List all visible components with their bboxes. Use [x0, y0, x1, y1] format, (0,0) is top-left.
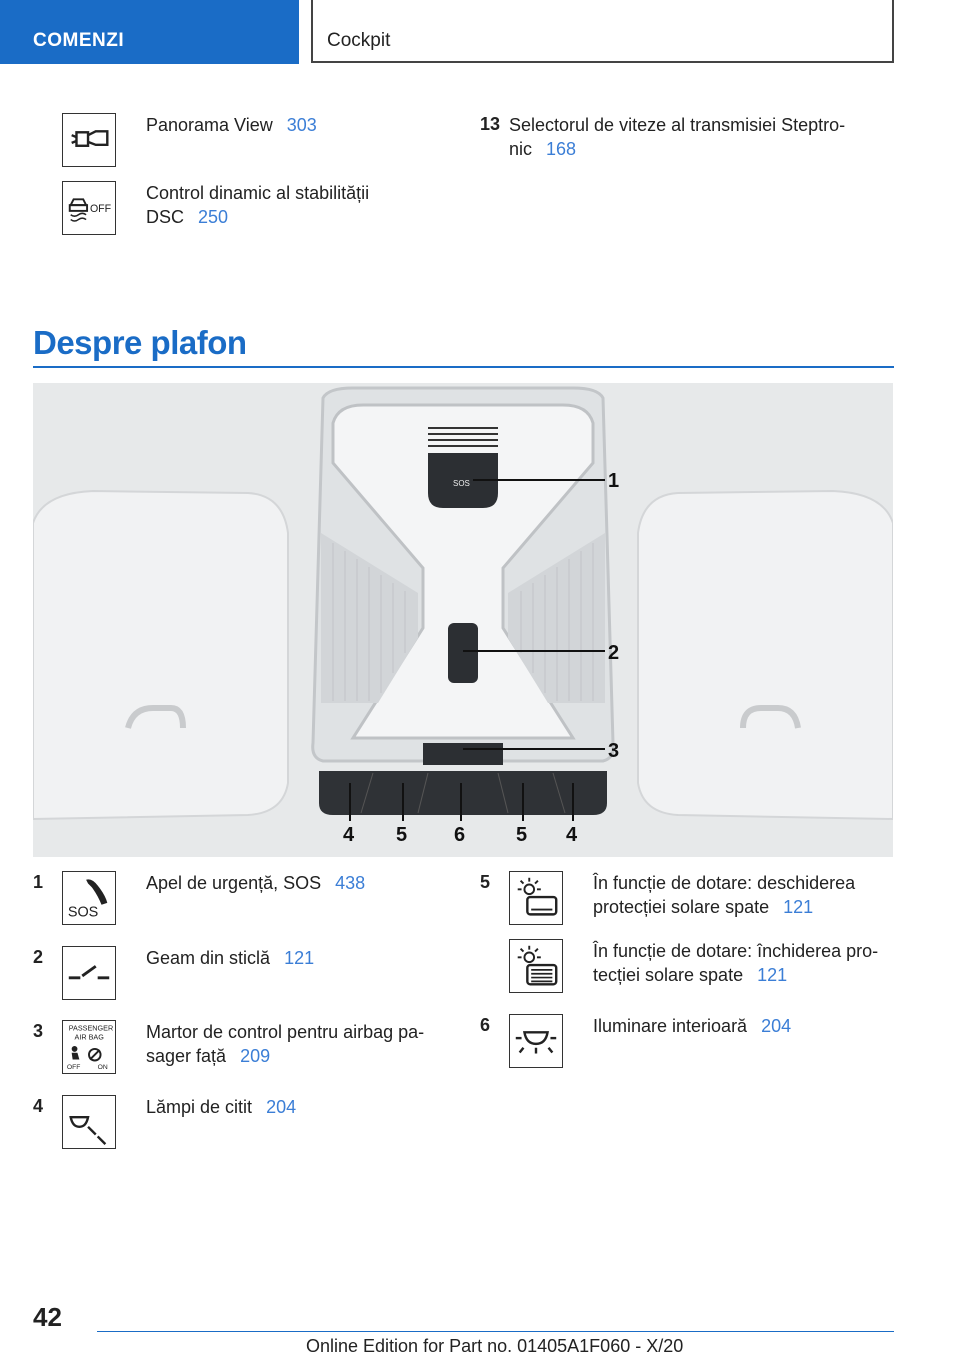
chapter-title: Cockpit	[327, 30, 391, 51]
chapter-tab	[311, 0, 894, 63]
entry-text: Iluminare interioară	[593, 1016, 748, 1036]
page-link[interactable]: 204	[761, 1016, 792, 1036]
section-title: COMENZI	[33, 30, 125, 51]
airbag-icon-line1: PASSENGER	[68, 1023, 114, 1033]
item-number: 4	[33, 1096, 44, 1116]
callout-6: 6	[454, 824, 466, 846]
page-link[interactable]: 204	[266, 1097, 297, 1117]
entry-text: În funcție de dotare: închiderea pro-	[593, 941, 879, 961]
page-link[interactable]: 438	[335, 873, 366, 893]
page-link[interactable]: 121	[284, 948, 315, 968]
sos-entry	[146, 871, 365, 895]
section-tab	[0, 0, 299, 64]
heading-rule	[33, 366, 894, 368]
steptronic-entry	[509, 113, 845, 161]
item-number: 13	[480, 114, 501, 134]
sos-button-label: SOS	[453, 479, 470, 488]
callout-4-left: 4	[343, 824, 355, 846]
reading-lamp-entry	[146, 1095, 296, 1119]
section-heading: Despre plafon	[33, 324, 247, 361]
entry-text-2: nic	[509, 139, 533, 159]
page-link[interactable]: 250	[198, 207, 229, 227]
airbag-icon-on: ON	[97, 1064, 108, 1072]
interior-light-icon	[509, 1014, 563, 1068]
overhead-console-photo	[33, 383, 893, 857]
page-number: 42	[33, 1302, 62, 1332]
entry-text: Apel de urgență, SOS	[146, 873, 322, 893]
page-link[interactable]: 121	[783, 897, 814, 917]
callout-1: 1	[608, 470, 620, 492]
sos-call-icon	[62, 871, 116, 925]
glass-roof-icon	[62, 946, 116, 1000]
airbag-entry	[146, 1020, 424, 1068]
sunshade-open-icon	[509, 871, 563, 925]
item-number: 2	[33, 947, 44, 967]
page-link[interactable]: 209	[240, 1046, 271, 1066]
page-link[interactable]: 121	[757, 965, 788, 985]
entry-text: În funcție de dotare: deschiderea	[593, 873, 856, 893]
item-number: 3	[33, 1021, 44, 1041]
reading-lamp-icon	[62, 1095, 116, 1149]
entry-text: Lămpi de citit	[146, 1097, 253, 1117]
callout-3: 3	[608, 740, 620, 762]
entry-text: Control dinamic al stabilității	[146, 183, 370, 203]
item-number: 5	[480, 872, 491, 892]
entry-text: Martor de control pentru airbag pa-	[146, 1022, 425, 1042]
callout-4-right: 4	[566, 824, 578, 846]
item-number: 6	[480, 1015, 491, 1035]
sunshade-open-entry	[593, 871, 855, 919]
dsc-off-icon	[62, 181, 116, 235]
sunshade-close-entry	[593, 939, 878, 987]
item-number: 1	[33, 872, 44, 892]
sos-icon-label: SOS	[67, 904, 99, 921]
callout-2: 2	[608, 642, 620, 664]
panorama-view-icon	[62, 113, 116, 167]
passenger-airbag-icon	[62, 1020, 116, 1074]
entry-text-2: protecției solare spate	[593, 897, 770, 917]
page-link[interactable]: 303	[286, 115, 317, 135]
glass-roof-entry	[146, 946, 314, 970]
entry-text: Geam din sticlă	[146, 948, 271, 968]
callout-5-right: 5	[516, 824, 528, 846]
svg-text:OFF: OFF	[89, 202, 112, 215]
airbag-icon-line2: AIR BAG	[74, 1032, 104, 1042]
dsc-entry	[146, 181, 369, 229]
footer-rule	[97, 1331, 894, 1332]
entry-text-2: sager față	[146, 1046, 227, 1066]
entry-text-2: tecției solare spate	[593, 965, 744, 985]
entry-text: Panorama View	[146, 115, 273, 135]
callout-5-left: 5	[396, 824, 408, 846]
entry-text-2: DSC	[146, 207, 185, 227]
panorama-view-entry	[146, 113, 317, 137]
footer-text: Online Edition for Part no. 01405A1F060 - X/20	[306, 1336, 684, 1356]
airbag-icon-off: OFF	[66, 1064, 81, 1072]
sunshade-close-icon	[509, 939, 563, 993]
entry-text: Selectorul de viteze al transmisiei Steptro-	[509, 115, 846, 135]
interior-light-entry	[593, 1014, 791, 1038]
page-link[interactable]: 168	[546, 139, 577, 159]
